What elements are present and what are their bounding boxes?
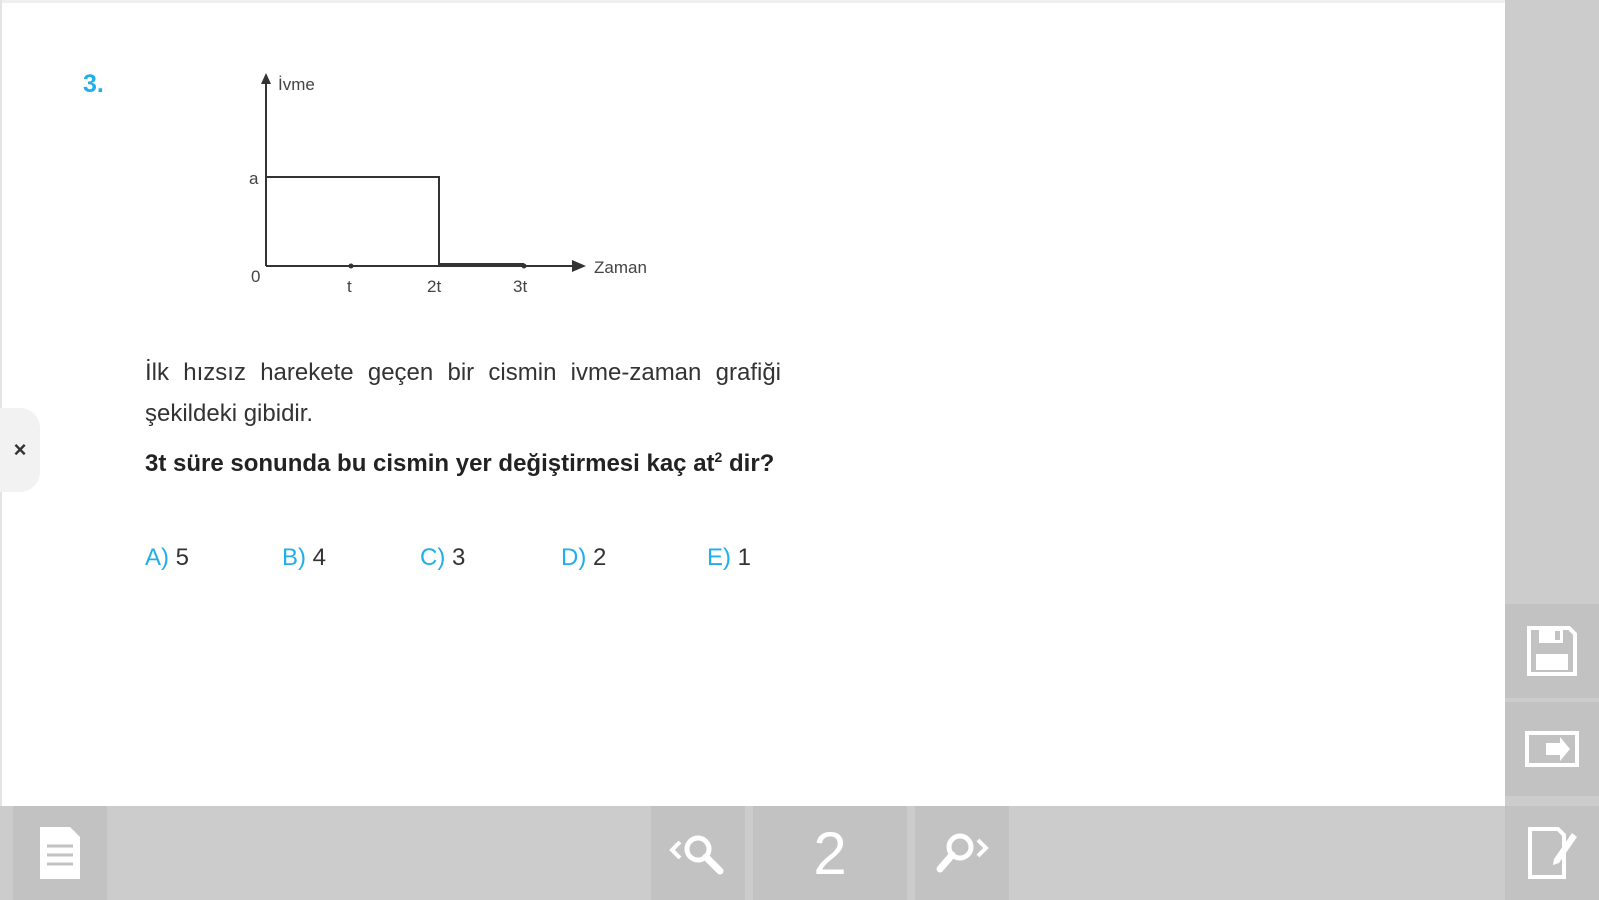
prompt-exponent: 2	[714, 449, 723, 465]
save-button[interactable]	[1505, 604, 1599, 698]
question-stem: İlk hızsız harekete geçen bir cismin ivme-zaman grafiği şekildeki gibidir.	[145, 359, 781, 427]
page-number: 2	[813, 819, 847, 887]
next-zoom-button[interactable]	[915, 806, 1009, 900]
edit-note-button[interactable]	[1505, 806, 1599, 900]
tick-3t	[522, 264, 527, 269]
acceleration-time-graph	[238, 64, 678, 304]
y-axis-label: İvme	[278, 75, 315, 94]
y-axis-arrow	[261, 73, 271, 84]
x-tick-t: t	[347, 277, 352, 296]
question-number: 3.	[83, 70, 104, 98]
y-tick-a: a	[249, 169, 259, 188]
choice-letter: A)	[145, 544, 169, 571]
choice-letter: E)	[707, 544, 731, 571]
prompt-main: 3t süre sonunda bu cismin yer değiştirmesi kaç at	[145, 450, 715, 477]
acceleration-line	[266, 177, 439, 266]
choice-value: 4	[312, 544, 327, 571]
choice-letter: D)	[561, 544, 587, 571]
x-axis-arrow	[572, 260, 586, 272]
choice-b[interactable]	[282, 544, 326, 572]
choice-value: 1	[737, 544, 752, 571]
x-tick-2t: 2t	[427, 277, 442, 296]
choice-d[interactable]	[561, 544, 606, 572]
page-number-box[interactable]	[753, 806, 907, 900]
choice-c[interactable]	[420, 544, 465, 572]
top-rule	[2, 0, 1507, 3]
choice-value: 5	[175, 544, 190, 571]
question-prompt	[145, 444, 781, 483]
x-axis-label: Zaman	[594, 258, 647, 277]
choice-e[interactable]	[707, 544, 751, 572]
origin-label: 0	[251, 267, 261, 286]
screen-button[interactable]	[1505, 702, 1599, 796]
edit-note-icon	[1524, 825, 1580, 881]
save-icon	[1525, 624, 1579, 678]
choice-letter: B)	[282, 544, 306, 571]
x-tick-3t: 3t	[513, 277, 528, 296]
previous-zoom-button[interactable]	[651, 806, 745, 900]
choice-letter: C)	[420, 544, 446, 571]
tick-t	[349, 264, 354, 269]
choice-value: 2	[593, 544, 607, 571]
zoom-next-icon	[932, 828, 992, 878]
choice-a[interactable]	[145, 544, 189, 572]
document-icon	[37, 824, 83, 882]
prompt-tail: dir?	[722, 450, 775, 477]
side-panel-toggle[interactable]	[0, 408, 40, 492]
screen-icon	[1524, 727, 1580, 771]
close-icon: ×	[13, 437, 27, 462]
zoom-prev-icon	[668, 828, 728, 878]
document-button[interactable]	[13, 806, 107, 900]
choice-value: 3	[452, 544, 466, 571]
